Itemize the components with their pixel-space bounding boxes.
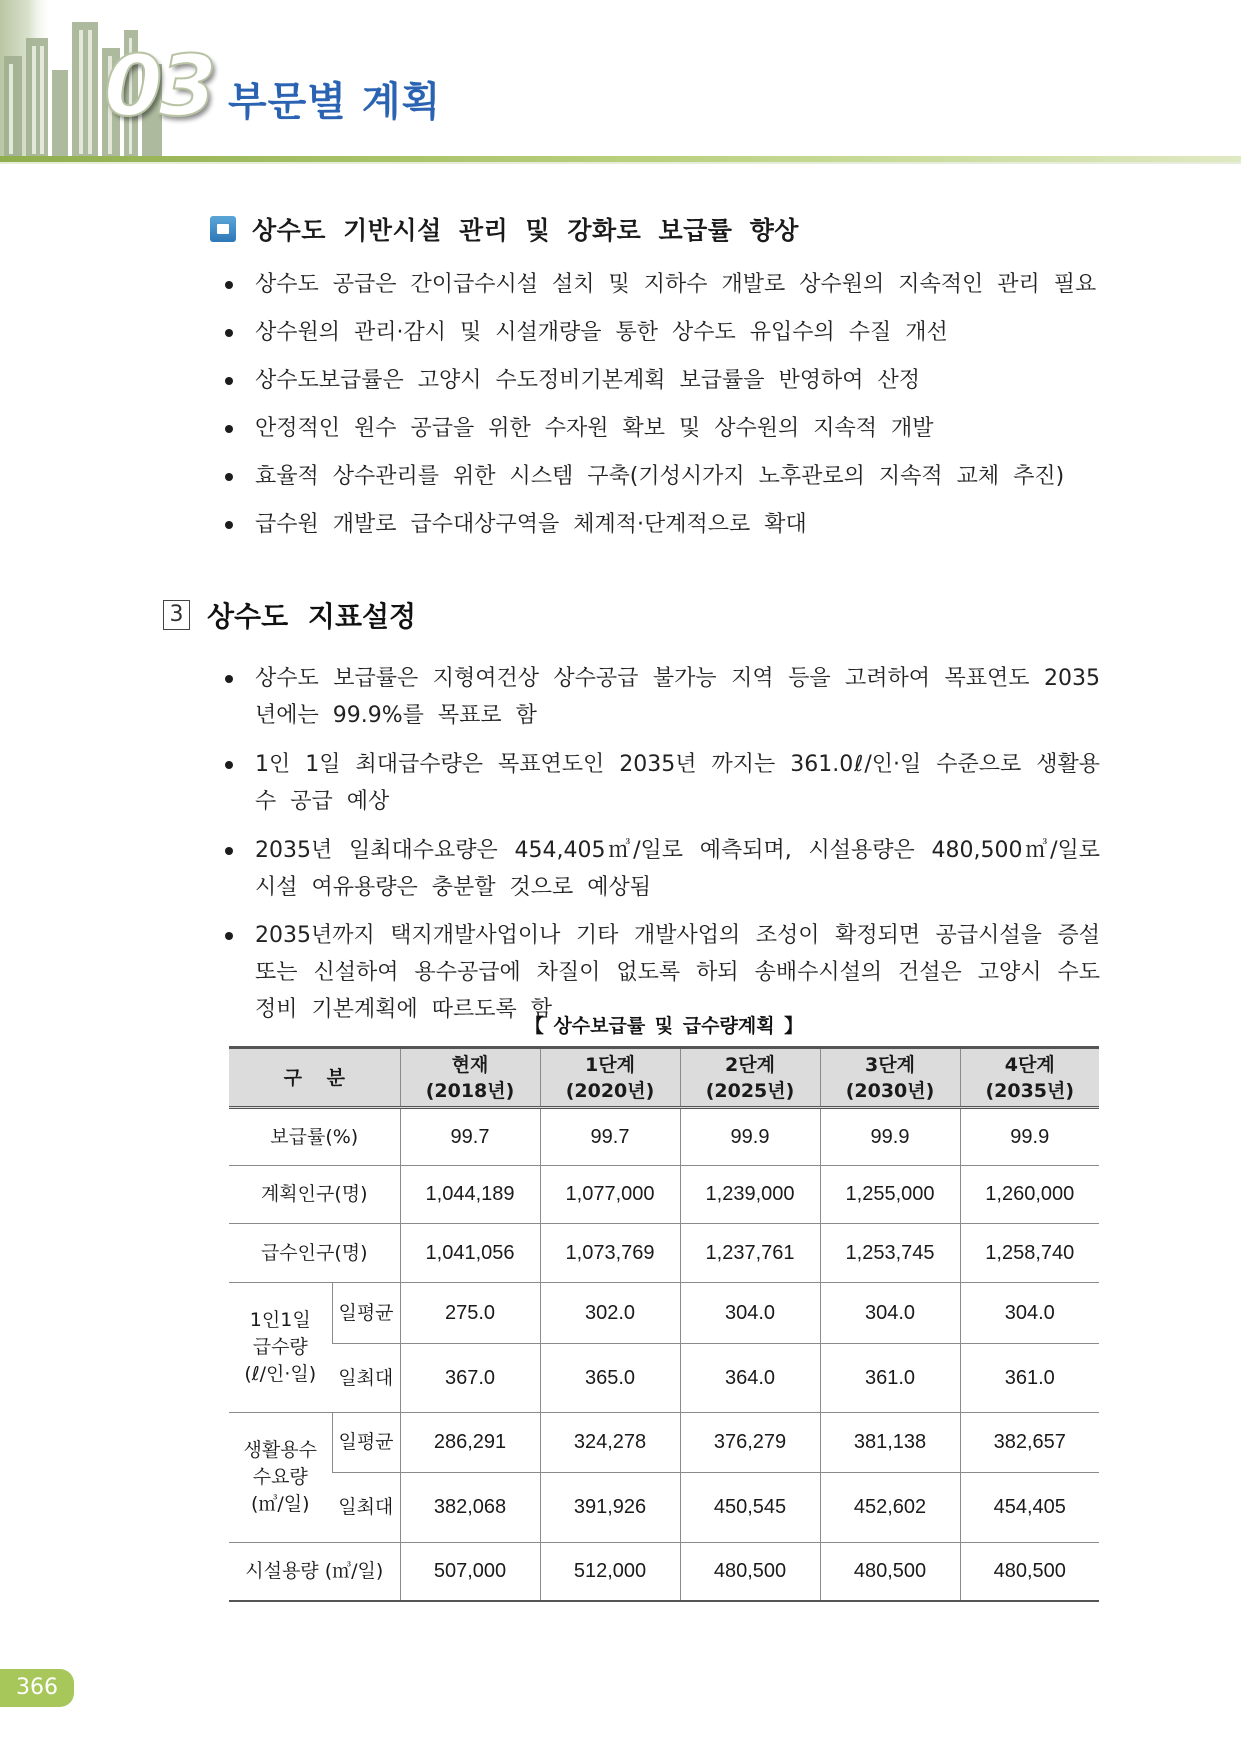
table-row xyxy=(229,1413,1099,1473)
list-item: 급수원 개발로 급수대상구역을 체계적·단계적으로 확대 xyxy=(225,506,1105,543)
stage-year: (2030년) xyxy=(845,1079,935,1102)
section-title: 상수도 지표설정 xyxy=(207,600,417,633)
table-cell: 1,077,000 xyxy=(540,1166,680,1224)
table-cell: 1,239,000 xyxy=(680,1166,820,1224)
row-sublabel: 일평균 xyxy=(332,1413,400,1473)
table-row xyxy=(229,1108,1099,1166)
table-row xyxy=(229,1283,1099,1344)
stage-year: (2025년) xyxy=(705,1079,795,1102)
table-cell: 381,138 xyxy=(820,1413,960,1473)
table-row xyxy=(229,1344,1099,1413)
table-cell: 454,405 xyxy=(960,1473,1099,1543)
table-cell: 286,291 xyxy=(400,1413,540,1473)
stage-year: (2035년) xyxy=(985,1079,1075,1102)
table-cell: 304.0 xyxy=(820,1283,960,1344)
table-cell: 507,000 xyxy=(400,1543,540,1601)
table-cell: 364.0 xyxy=(680,1344,820,1413)
bullet-list xyxy=(225,660,1100,1028)
table-cell: 1,237,761 xyxy=(680,1224,820,1283)
table-header-cell xyxy=(400,1048,540,1108)
list-item: 상수원의 관리·감시 및 시설개량을 통한 상수도 유입수의 수질 개선 xyxy=(225,314,1105,351)
table-cell: 391,926 xyxy=(540,1473,680,1543)
table-header-cell xyxy=(820,1048,960,1108)
row-sublabel: 일최대 xyxy=(332,1473,400,1543)
chapter-number: 03 xyxy=(104,37,213,135)
page-number: 366 xyxy=(0,1669,74,1707)
table-cell: 376,279 xyxy=(680,1413,820,1473)
list-item: 상수도 보급률은 지형여건상 상수공급 불가능 지역 등을 고려하여 목표연도 2035년에는 99.9%를 목표로 함 xyxy=(225,660,1100,734)
table-cell: 361.0 xyxy=(960,1344,1099,1413)
table-cell: 512,000 xyxy=(540,1543,680,1601)
stage-name: 3단계 xyxy=(865,1053,915,1076)
table-cell: 367.0 xyxy=(400,1344,540,1413)
stage-name: 1단계 xyxy=(585,1053,635,1076)
table-row xyxy=(229,1166,1099,1224)
table-cell: 1,044,189 xyxy=(400,1166,540,1224)
table-caption: 【 상수보급률 및 급수량계획 】 xyxy=(524,1015,804,1037)
list-item: 상수도 공급은 간이급수시설 설치 및 지하수 개발로 상수원의 지속적인 관리 필요 xyxy=(225,266,1105,303)
table-cell: 275.0 xyxy=(400,1283,540,1344)
row-group-label-line: (ℓ/인·일) xyxy=(244,1363,317,1385)
table-cell: 452,602 xyxy=(820,1473,960,1543)
table-cell: 99.9 xyxy=(960,1108,1099,1166)
table-cell: 1,260,000 xyxy=(960,1166,1099,1224)
list-item: 2035년 일최대수요량은 454,405㎥/일로 예측되며, 시설용량은 480,500㎥/일로 시설 여유용량은 충분할 것으로 예상됨 xyxy=(225,832,1100,906)
table-row xyxy=(229,1543,1099,1601)
table-cell: 1,255,000 xyxy=(820,1166,960,1224)
table-cell: 324,278 xyxy=(540,1413,680,1473)
table-cell: 480,500 xyxy=(680,1543,820,1601)
table-cell: 302.0 xyxy=(540,1283,680,1344)
table-cell: 1,041,056 xyxy=(400,1224,540,1283)
table-cell: 480,500 xyxy=(960,1543,1099,1601)
page-header xyxy=(0,0,1241,170)
table-cell: 99.9 xyxy=(820,1108,960,1166)
table-cell: 1,253,745 xyxy=(820,1224,960,1283)
row-label: 시설용량 (㎥/일) xyxy=(229,1543,400,1601)
stage-year: (2018년) xyxy=(425,1079,515,1102)
table-header-cell xyxy=(540,1048,680,1108)
square-bullet-icon xyxy=(210,216,236,242)
section-number: 3 xyxy=(163,600,190,630)
table-header-row xyxy=(229,1048,1099,1108)
table-cell: 99.7 xyxy=(400,1108,540,1166)
stage-name: 4단계 xyxy=(1004,1053,1055,1076)
table-cell: 450,545 xyxy=(680,1473,820,1543)
bullet-list xyxy=(225,266,1105,554)
table-cell: 361.0 xyxy=(820,1344,960,1413)
row-group-label-line: 수요량 xyxy=(252,1466,308,1488)
row-label: 계획인구(명) xyxy=(229,1166,400,1224)
section-title: 상수도 기반시설 관리 및 강화로 보급률 향상 xyxy=(252,216,799,245)
list-item: 상수도보급률은 고양시 수도정비기본계획 보급률을 반영하여 산정 xyxy=(225,362,1105,399)
row-group-label-line: 1인1일 xyxy=(249,1309,311,1331)
table-row xyxy=(229,1224,1099,1283)
water-supply-plan-table xyxy=(229,1046,1099,1602)
stage-name: 현재 xyxy=(451,1053,489,1076)
stage-year: (2020년) xyxy=(565,1079,655,1102)
table-header-cell xyxy=(680,1048,820,1108)
section-heading xyxy=(210,209,799,249)
table-cell: 382,068 xyxy=(400,1473,540,1543)
section-heading xyxy=(163,594,416,636)
row-group-label-line: (㎥/일) xyxy=(250,1493,310,1515)
table-cell: 1,073,769 xyxy=(540,1224,680,1283)
table-cell: 304.0 xyxy=(960,1283,1099,1344)
table-cell: 304.0 xyxy=(680,1283,820,1344)
row-label: 보급률(%) xyxy=(229,1108,400,1166)
row-group-label xyxy=(229,1283,332,1413)
table-cell: 480,500 xyxy=(820,1543,960,1601)
chapter-title: 부문별 계획 xyxy=(228,79,442,125)
row-group-label-line: 급수량 xyxy=(252,1336,308,1358)
table-cell: 382,657 xyxy=(960,1413,1099,1473)
row-sublabel: 일최대 xyxy=(332,1344,400,1413)
list-item: 1인 1일 최대급수량은 목표연도인 2035년 까지는 361.0ℓ/인·일 수준으로 생활용수 공급 예상 xyxy=(225,746,1100,820)
list-item: 2035년까지 택지개발사업이나 기타 개발사업의 조성이 확정되면 공급시설을 증설 또는 신설하여 용수공급에 차질이 없도록 하되 송배수시설의 건설은 고양시 수도정비 기본계획에 따르도록 함 xyxy=(225,917,1100,1028)
table-header-cell xyxy=(960,1048,1099,1108)
table-cell: 99.7 xyxy=(540,1108,680,1166)
row-sublabel: 일평균 xyxy=(332,1283,400,1344)
table-row xyxy=(229,1473,1099,1543)
list-item: 안정적인 원수 공급을 위한 수자원 확보 및 상수원의 지속적 개발 xyxy=(225,410,1105,447)
row-group-label xyxy=(229,1413,332,1543)
row-label: 급수인구(명) xyxy=(229,1224,400,1283)
table-cell: 1,258,740 xyxy=(960,1224,1099,1283)
table-cell: 99.9 xyxy=(680,1108,820,1166)
list-item: 효율적 상수관리를 위한 시스템 구축(기성시가지 노후관로의 지속적 교체 추진) xyxy=(225,458,1105,495)
table-cell: 365.0 xyxy=(540,1344,680,1413)
stage-name: 2단계 xyxy=(725,1053,775,1076)
table-header-cell: 구 분 xyxy=(229,1048,400,1108)
row-group-label-line: 생활용수 xyxy=(243,1439,317,1461)
